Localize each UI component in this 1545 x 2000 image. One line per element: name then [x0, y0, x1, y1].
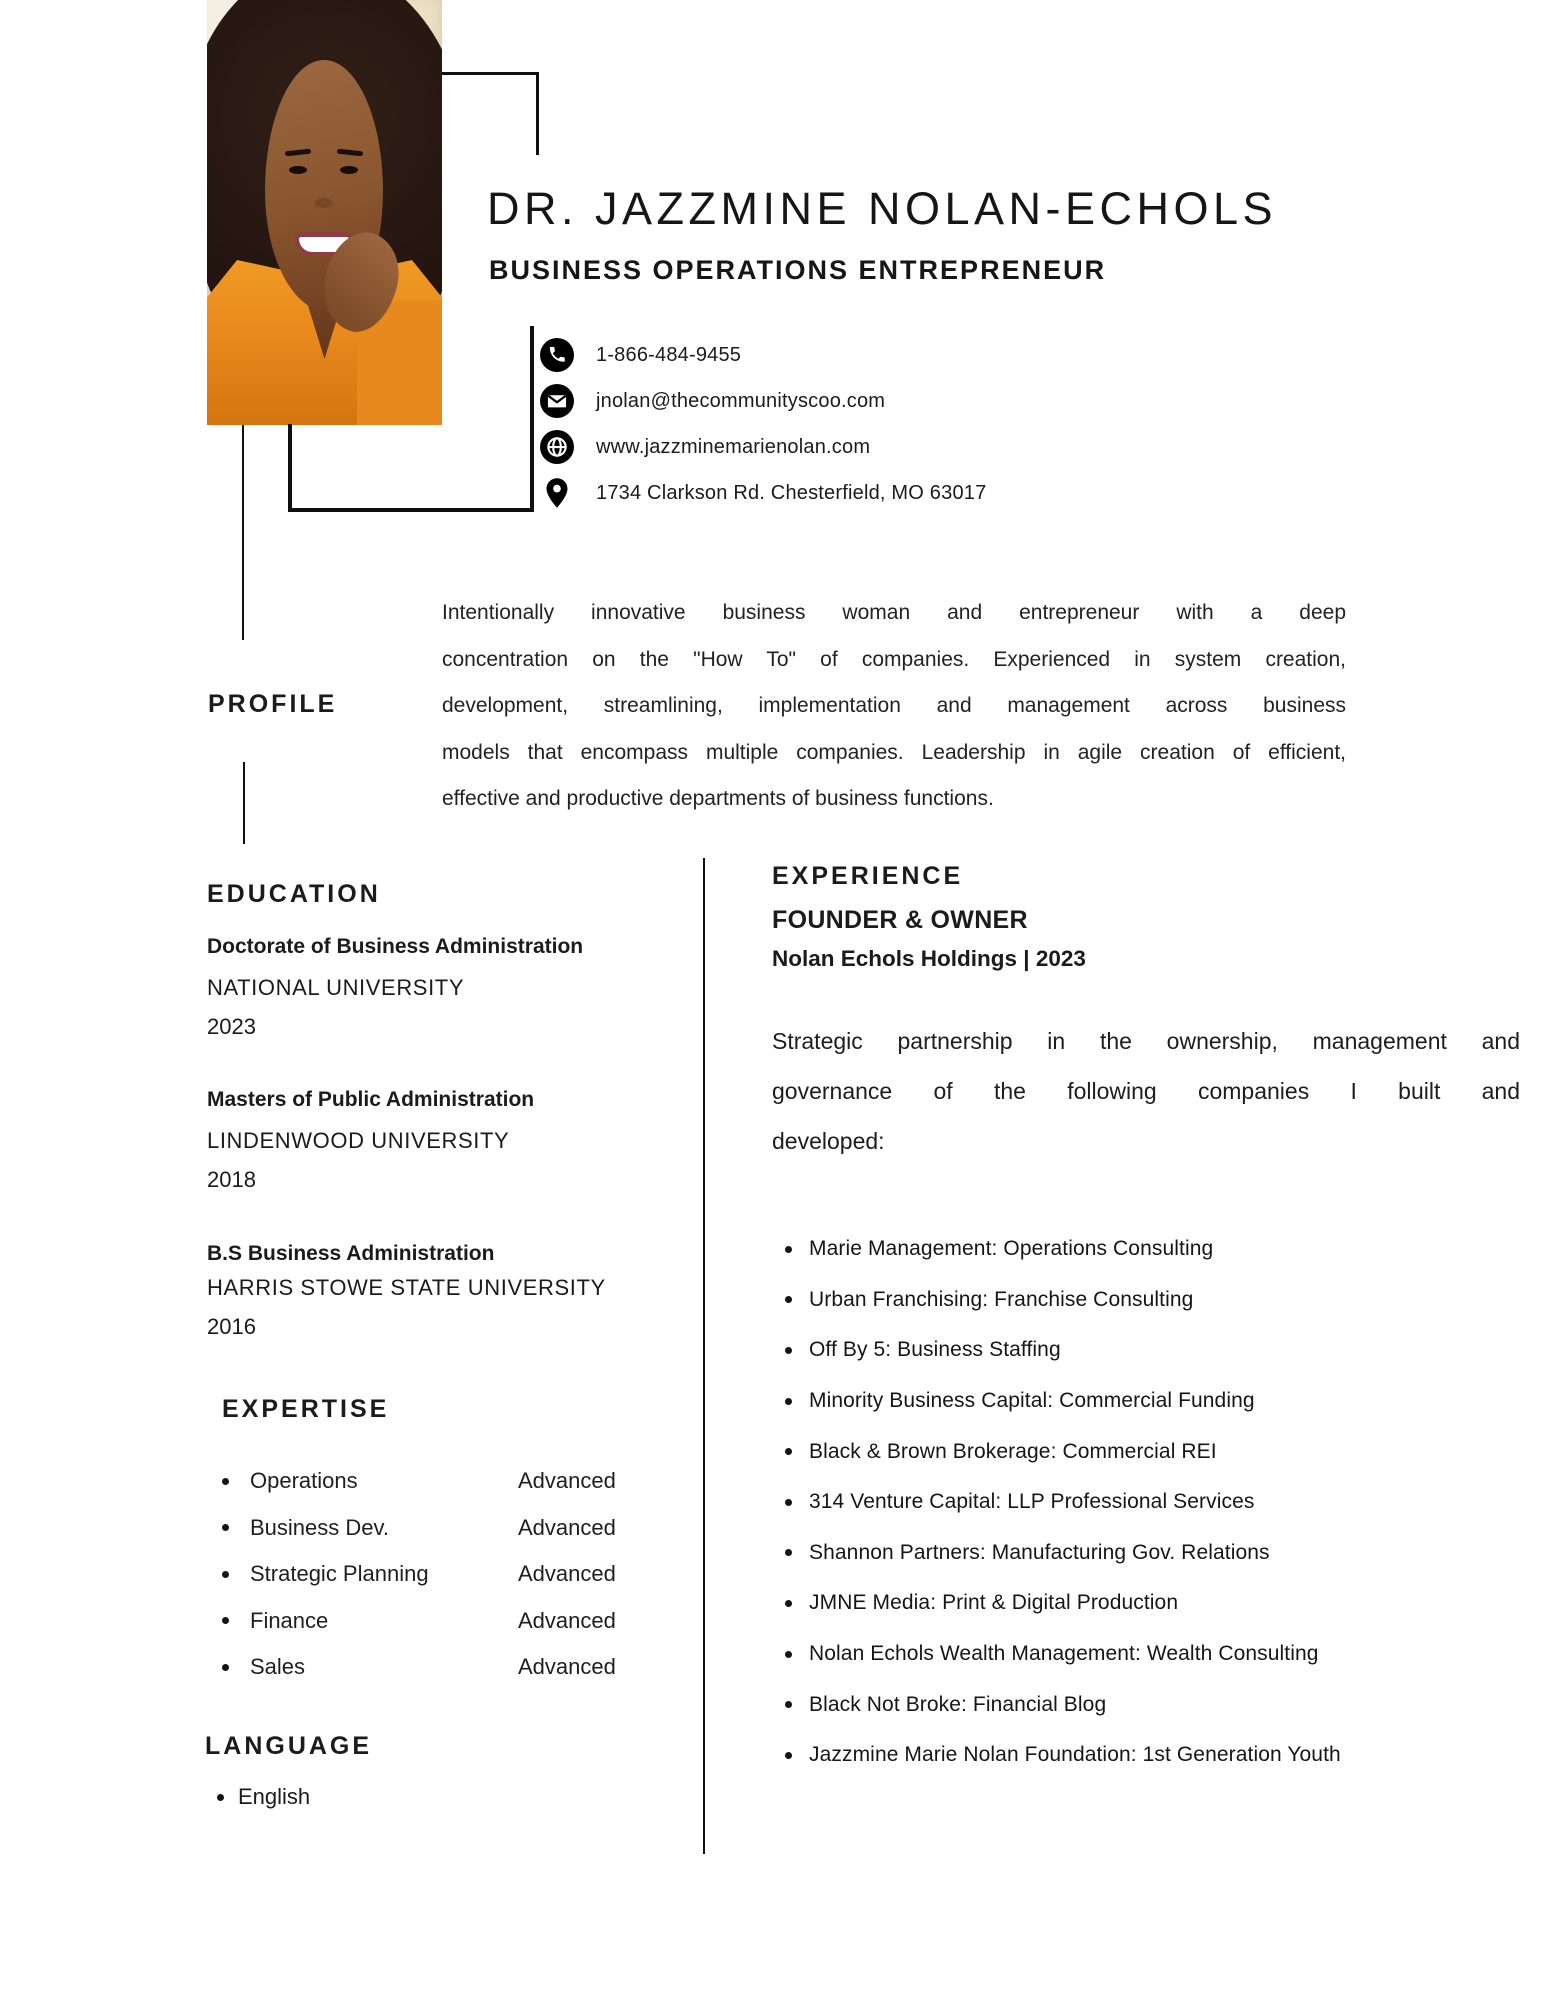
experience-bullet: [772, 1578, 1532, 1629]
experience-summary: [772, 1016, 1520, 1166]
bullet-text: Urban Franchising: Franchise Consulting: [809, 1287, 1194, 1311]
decor-bracket-top-vertical: [536, 72, 539, 155]
experience-bullet: [772, 1224, 1532, 1275]
summary-line: governance of the following companies I built and: [772, 1078, 1520, 1104]
bullet-text: Shannon Partners: Manufacturing Gov. Relations: [809, 1540, 1270, 1564]
nose-shape: [315, 198, 333, 208]
expertise-heading: EXPERTISE: [222, 1395, 390, 1423]
bullet-dot: [222, 1571, 229, 1578]
degree-name: Masters of Public Administration: [207, 1088, 535, 1111]
skill-level: Advanced: [518, 1468, 616, 1494]
bullet-dot: [222, 1617, 229, 1624]
experience-bullet: [772, 1426, 1532, 1477]
website-url: www.jazzminemarienolan.com: [596, 435, 871, 458]
decor-thin-line-lower: [243, 762, 245, 844]
eye-shape: [340, 166, 358, 174]
experience-bullet: [772, 1477, 1532, 1528]
skill-label: Strategic Planning: [250, 1561, 429, 1587]
email-icon: [540, 384, 574, 418]
experience-bullet: [772, 1679, 1532, 1730]
expertise-row: [222, 1598, 662, 1645]
experience-bullet: [772, 1325, 1532, 1376]
skill-label: Operations: [250, 1468, 358, 1494]
education-heading: EDUCATION: [207, 880, 381, 908]
summary-line: Strategic partnership in the ownership, management and: [772, 1028, 1520, 1054]
skill-label: Business Dev.: [250, 1514, 389, 1540]
bullet-dot: [222, 1524, 229, 1531]
expertise-row: [222, 1644, 662, 1691]
expertise-section: [222, 1395, 662, 1680]
bullet-dot: [785, 1549, 792, 1556]
school-name: HARRIS STOWE STATE UNIVERSITY: [207, 1275, 606, 1300]
school-name: LINDENWOOD UNIVERSITY: [207, 1128, 510, 1153]
bullet-dot: [785, 1246, 792, 1253]
graduation-year: 2016: [207, 1314, 256, 1339]
bullet-text: Marie Management: Operations Consulting: [809, 1237, 1214, 1261]
expertise-row: [222, 1551, 662, 1598]
phone-number: 1-866-484-9455: [596, 343, 742, 366]
bullet-dot: [222, 1664, 229, 1671]
profile-line: models that encompass multiple companies. Leadership in agile creation of efficient,: [442, 740, 1346, 764]
language-heading: LANGUAGE: [205, 1732, 373, 1760]
experience-bullet: [772, 1376, 1532, 1427]
decor-thin-line-upper: [242, 425, 244, 640]
contact-block: [540, 332, 986, 516]
experience-bullet-list: [772, 1224, 1532, 1781]
bullet-dot: [217, 1794, 224, 1801]
decor-bracket-contact-horizontal: [288, 508, 534, 512]
street-address: 1734 Clarkson Rd. Chesterfield, MO 63017: [596, 481, 987, 504]
bullet-dot: [222, 1478, 229, 1485]
skill-level: Advanced: [518, 1514, 616, 1540]
language-item: [205, 1773, 505, 1821]
language-section: [205, 1732, 505, 1821]
experience-bullet: [772, 1730, 1532, 1781]
bullet-dot: [785, 1701, 792, 1708]
skill-level: Advanced: [518, 1607, 616, 1633]
expertise-row: [222, 1458, 662, 1505]
education-item: [207, 1242, 647, 1340]
summary-line: developed:: [772, 1128, 885, 1154]
education-section: [207, 880, 647, 1339]
degree-name: Doctorate of Business Administration: [207, 935, 584, 958]
section-divider-line: [703, 858, 705, 1854]
profile-photo: [207, 0, 442, 425]
bullet-text: Black & Brown Brokerage: Commercial REI: [809, 1439, 1217, 1463]
contact-address-row: [540, 470, 986, 516]
experience-bullet: [772, 1629, 1532, 1680]
globe-icon: [540, 430, 574, 464]
profile-line: Intentionally innovative business woman and entrepreneur with a deep: [442, 601, 1346, 624]
contact-website-row: [540, 424, 986, 470]
bullet-text: Jazzmine Marie Nolan Foundation: 1st Generation Youth: [809, 1743, 1341, 1767]
skill-level: Advanced: [518, 1561, 616, 1587]
bullet-dot: [785, 1347, 792, 1354]
graduation-year: 2018: [207, 1167, 256, 1192]
experience-bullet: [772, 1275, 1532, 1326]
experience-role: FOUNDER & OWNER: [772, 906, 1028, 934]
profile-paragraph: [442, 590, 1346, 823]
experience-company: Nolan Echols Holdings | 2023: [772, 946, 1086, 971]
phone-icon: [540, 338, 574, 372]
bullet-text: 314 Venture Capital: LLP Professional Services: [809, 1490, 1255, 1514]
decor-bracket-top-horizontal: [442, 72, 539, 75]
contact-phone-row: [540, 332, 986, 378]
skill-label: Finance: [250, 1607, 329, 1633]
bullet-dot: [785, 1296, 792, 1303]
bullet-dot: [785, 1398, 792, 1405]
school-name: NATIONAL UNIVERSITY: [207, 975, 465, 1000]
profile-line: effective and productive departments of business functions.: [442, 787, 994, 810]
profile-section-heading: PROFILE: [208, 690, 338, 718]
bullet-dot: [785, 1448, 792, 1455]
bullet-dot: [785, 1600, 792, 1607]
decor-bracket-photo-vertical: [288, 424, 292, 512]
contact-email-row: [540, 378, 986, 424]
skill-label: Sales: [250, 1654, 306, 1680]
eye-shape: [289, 166, 307, 174]
profile-line: development, streamlining, implementation and management across business: [442, 694, 1346, 717]
decor-bracket-contact-vertical: [530, 326, 534, 512]
bullet-text: Nolan Echols Wealth Management: Wealth Consulting: [809, 1642, 1319, 1666]
bullet-text: Black Not Broke: Financial Blog: [809, 1692, 1107, 1716]
education-item: [207, 1088, 647, 1193]
expertise-row: [222, 1505, 662, 1552]
bullet-dot: [785, 1651, 792, 1658]
expertise-list: [222, 1458, 662, 1691]
education-item: [207, 935, 647, 1040]
experience-heading: EXPERIENCE: [772, 862, 964, 890]
page-title: DR. JAZZMINE NOLAN-ECHOLS: [487, 183, 1278, 234]
language-label: English: [238, 1784, 311, 1809]
profile-line: concentration on the "How To" of companies. Experienced in system creation,: [442, 647, 1346, 671]
bullet-text: Minority Business Capital: Commercial Funding: [809, 1389, 1255, 1413]
graduation-year: 2023: [207, 1014, 256, 1039]
email-address: jnolan@thecommunityscoo.com: [596, 389, 886, 412]
bullet-text: JMNE Media: Print & Digital Production: [809, 1591, 1179, 1615]
experience-bullet: [772, 1528, 1532, 1579]
bullet-text: Off By 5: Business Staffing: [809, 1338, 1061, 1362]
job-title: BUSINESS OPERATIONS ENTREPRENEUR: [489, 255, 1107, 285]
bullet-dot: [785, 1752, 792, 1759]
location-pin-icon: [540, 476, 574, 510]
bullet-dot: [785, 1499, 792, 1506]
skill-level: Advanced: [518, 1654, 616, 1680]
degree-name: B.S Business Administration: [207, 1242, 495, 1265]
